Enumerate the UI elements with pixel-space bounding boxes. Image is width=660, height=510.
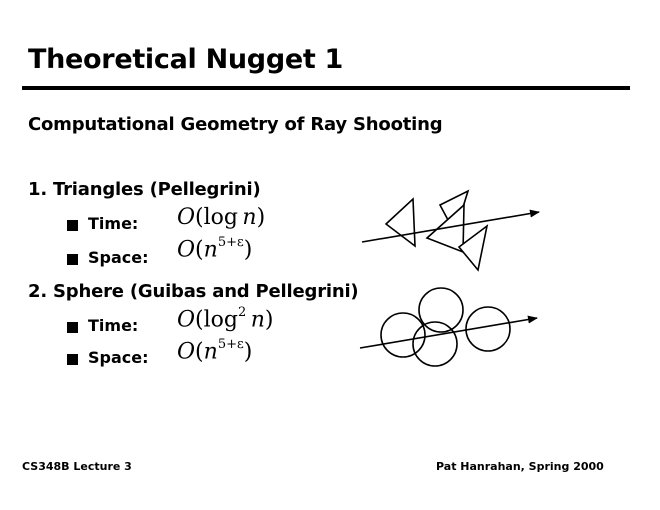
slide-subtitle: Computational Geometry of Ray Shooting (28, 114, 443, 135)
sphere-circle (419, 288, 463, 332)
sphere-space-complexity: $O(n^{5+\varepsilon})$ (177, 337, 253, 365)
sphere-circle (381, 313, 425, 357)
footer-author: Pat Hanrahan, Spring 2000 (436, 460, 604, 473)
bullet-label-time: Time: (88, 316, 139, 335)
sphere-circle (413, 322, 457, 366)
bullet-label-time: Time: (88, 214, 139, 233)
ray-arrow (360, 318, 537, 348)
bullet-label-space: Space: (88, 248, 149, 267)
triangles-space-complexity: $O(n^{5+\varepsilon})$ (177, 235, 253, 263)
item-heading-sphere: 2. Sphere (Guibas and Pellegrini) (28, 281, 359, 302)
footer-course: CS348B Lecture 3 (22, 460, 132, 473)
triangles-time-complexity: O(log n) (177, 205, 266, 230)
slide-title: Theoretical Nugget 1 (28, 44, 344, 75)
item-heading-triangles: 1. Triangles (Pellegrini) (28, 179, 261, 200)
sphere-time-complexity: $O(\log^2$ n) (177, 305, 274, 333)
triangle-shape (386, 199, 415, 246)
bullet-label-space: Space: (88, 348, 149, 367)
